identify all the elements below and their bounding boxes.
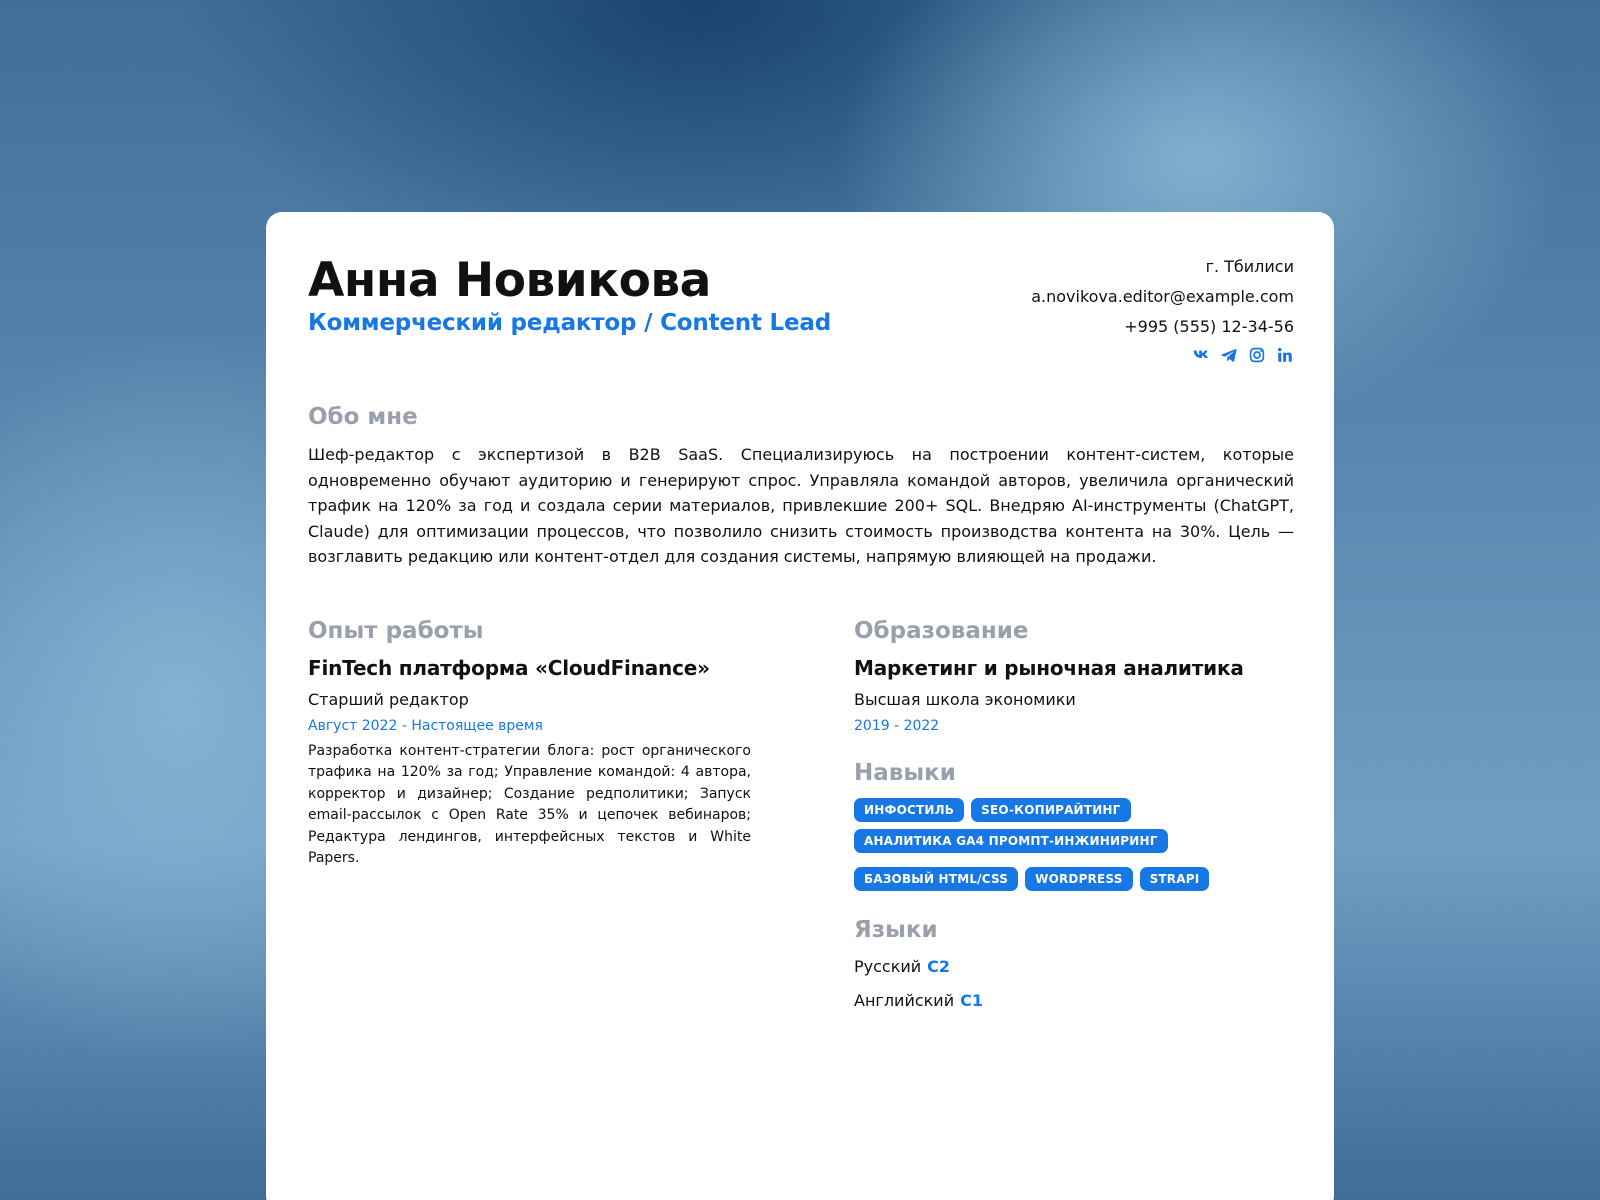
skill-tag: БАЗОВЫЙ HTML/CSS: [854, 867, 1018, 891]
contact-email[interactable]: a.novikova.editor@example.com: [1031, 287, 1294, 306]
skills-tags: [854, 798, 1274, 891]
vk-icon[interactable]: [1192, 346, 1210, 364]
language-name: Русский: [854, 956, 922, 976]
education-years: 2019 - 2022: [854, 717, 940, 734]
telegram-icon[interactable]: [1220, 346, 1238, 364]
language-item: [854, 957, 1294, 976]
skill-tag: WORDPRESS: [1025, 867, 1132, 891]
skill-tag: АНАЛИТИКА GA4 ПРОМПТ-ИНЖИНИРИНГ: [854, 829, 1168, 853]
language-level: C1: [960, 990, 983, 1010]
job-title: Коммерческий редактор / Content Lead: [308, 310, 831, 336]
about-text: Шеф-редактор с экспертизой в B2B SaaS. Специализируюсь на построении контент-систем, которые одновременно обучают аудиторию и генерируют спрос. Управляла командой авторов, увеличила органический трафик на 120% за год и создала серии материалов, привлекшие 200+ SQL. Внедряю AI-инструменты (ChatGPT, Claude) для оптимизации процессов, что позволило снизить стоимость производства контента на 30%. Цель — возглавить редакцию или контент-отдел для создания системы, напрямую влияющей на продажи.: [308, 445, 1294, 566]
position-title: Старший редактор: [308, 689, 469, 709]
contacts-block: [1031, 252, 1294, 364]
languages-heading: Языки: [854, 916, 938, 943]
two-columns: [308, 618, 1294, 1010]
skill-tag: SEO-КОПИРАЙТИНГ: [971, 798, 1130, 822]
name-block: [308, 252, 831, 336]
about-heading: Обо мне: [308, 404, 418, 430]
skill-tag: STRAPI: [1140, 867, 1210, 891]
company-name: FinTech платформа «CloudFinance»: [308, 655, 710, 680]
work-description: Разработка контент-стратегии блога: рост органического трафика на 120% за год; Управление командой: 4 автора, корректор и дизайнер; Создание редполитики; Запуск email-рассылок с Open Rate 35% и цепочек вебинаров; Редактура лендингов, интерфейсных текстов и White Papers.: [308, 742, 751, 866]
resume-card: [266, 212, 1334, 1200]
skill-tag: ИНФОСТИЛЬ: [854, 798, 964, 822]
social-links: [1031, 346, 1294, 364]
person-name: Анна Новикова: [308, 253, 711, 308]
language-item: [854, 991, 1294, 1010]
resume-header: [308, 252, 1294, 364]
language-name: Английский: [854, 990, 955, 1010]
contact-city: г. Тбилиси: [1205, 257, 1294, 276]
experience-heading: Опыт работы: [308, 617, 484, 644]
skills-heading: Навыки: [854, 759, 956, 786]
contact-phone[interactable]: +995 (555) 12-34-56: [1124, 317, 1294, 336]
education-heading: Образование: [854, 617, 1029, 644]
linkedin-icon[interactable]: [1276, 346, 1294, 364]
education-program: Маркетинг и рыночная аналитика: [854, 655, 1244, 680]
instagram-icon[interactable]: [1248, 346, 1266, 364]
work-period: Август 2022 - Настоящее время: [308, 717, 543, 734]
language-level: C2: [927, 956, 951, 976]
right-column: [854, 618, 1294, 1010]
education-school: Высшая школа экономики: [854, 689, 1076, 709]
experience-section: [308, 618, 751, 1010]
